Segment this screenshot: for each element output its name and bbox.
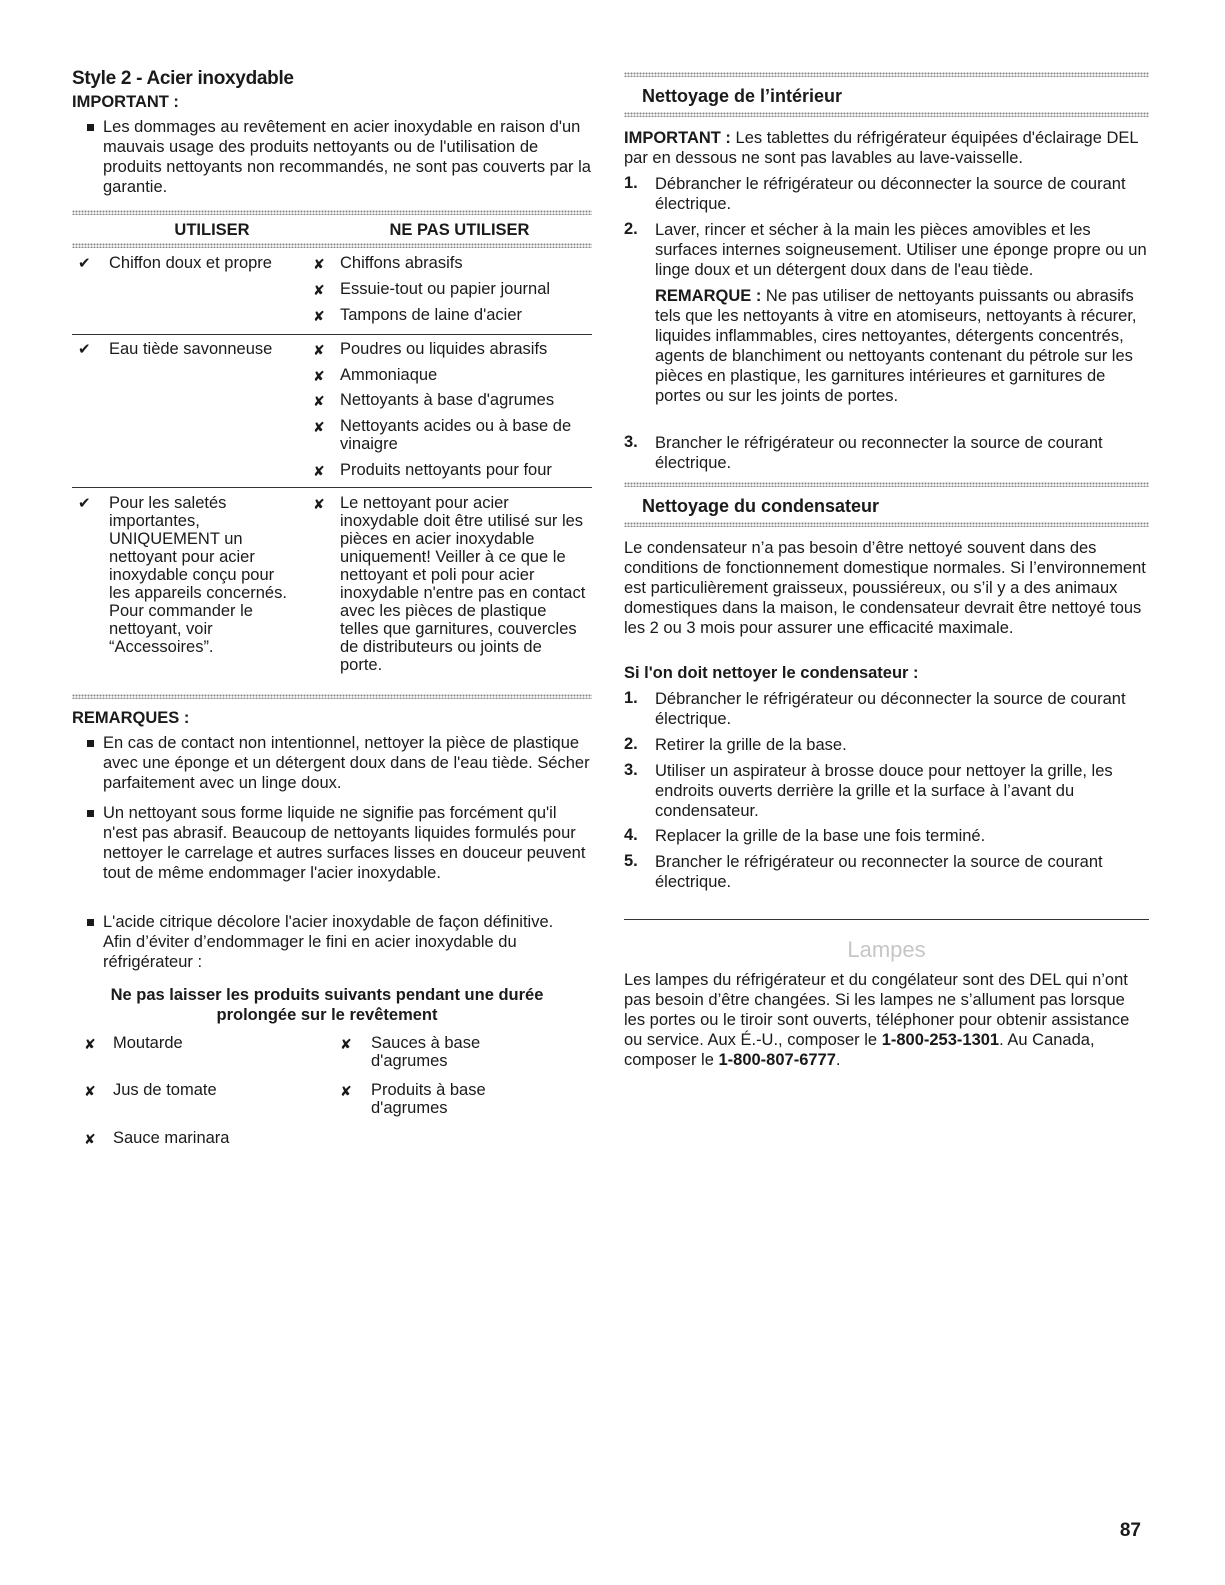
table-header-dont: NE PAS UTILISER [389, 221, 530, 239]
table-rule [72, 243, 592, 248]
condenser-step: Utiliser un aspirateur à brosse douce pour nettoyer la grille, les endroits ouverts derrière la grille et la surface à l’avant du condensateur. [655, 762, 1113, 820]
step-number: 3. [624, 433, 638, 451]
step-number: 3. [624, 761, 638, 779]
avoid-item: Produits à base d'agrumes [371, 1081, 486, 1117]
phone-canada: 1-800-807-6777 [718, 1051, 836, 1069]
interior-step: Débrancher le réfrigérateur ou déconnecter la source de courant électrique. [655, 175, 1126, 213]
table-cell-dont: Tampons de laine d'acier [340, 306, 523, 324]
interior-step: Laver, rincer et sécher à la main les pièces amovibles et les surfaces internes soigneusement. Utiliser une éponge propre ou un linge doux et un détergent doux dans de l'eau tiède. [655, 221, 1147, 279]
step-number: 1. [624, 174, 638, 192]
cross-icon: ✘ [313, 256, 325, 272]
step-number: 4. [624, 826, 638, 844]
section-rule [624, 482, 1149, 487]
cross-icon: ✘ [84, 1036, 96, 1052]
page-number: 87 [1119, 1520, 1141, 1541]
remarque-item: Un nettoyant sous forme liquide ne signifie pas forcément qu'il n'est pas abrasif. Beaucoup de nettoyants liquides formulés pour nettoyer le carrelage et autres surfaces lisses en douceur peuvent tout de même endommager l'acier inoxydable. [72, 803, 592, 907]
table-cell-use: Chiffon doux et propre [109, 254, 272, 272]
bullet-square [87, 740, 94, 747]
condenser-step: Débrancher le réfrigérateur ou déconnecter la source de courant électrique. [655, 690, 1126, 728]
interior-important: IMPORTANT : Les tablettes du réfrigérateur équipées d'éclairage DEL par en dessous ne sont pas lavables au lave-vaisselle. [624, 129, 1138, 167]
important-label: IMPORTANT : [72, 93, 179, 111]
bullet-square [87, 124, 94, 131]
check-icon: ✔ [78, 495, 91, 512]
section-rule [624, 72, 1149, 77]
step-number: 1. [624, 689, 638, 707]
check-icon: ✔ [78, 341, 91, 358]
step-number: 2. [624, 735, 638, 753]
cross-icon: ✘ [313, 496, 325, 512]
avoid-item: Moutarde [113, 1034, 183, 1052]
table-rule [72, 210, 592, 215]
condenser-heading: Nettoyage du condensateur [642, 496, 880, 516]
interior-heading: Nettoyage de l’intérieur [642, 86, 843, 106]
table-cell-dont: Ammoniaque [340, 366, 438, 384]
step-number: 2. [624, 220, 638, 238]
table-cell-use: Eau tiède savonneuse [109, 340, 273, 358]
remarque-item: En cas de contact non intentionnel, nettoyer la pièce de plastique avec une éponge et un détergent doux dans de l'eau tiède. Sécher parfaitement avec un linge doux. [72, 733, 592, 795]
cleaning-table [72, 210, 592, 700]
table-cell-dont: Nettoyants acides ou à base de vinaigre [340, 417, 572, 453]
avoid-item: Sauce marinara [113, 1129, 230, 1147]
bullet-square [87, 919, 94, 926]
table-cell-dont: Poudres ou liquides abrasifs [340, 340, 548, 358]
remarques-label: REMARQUES : [72, 709, 190, 727]
cross-icon: ✘ [84, 1131, 96, 1147]
phone-us: 1-800-253-1301 [881, 1031, 1000, 1049]
cross-icon: ✘ [313, 282, 325, 298]
lamps-heading: Lampes [847, 937, 926, 962]
lamps-text: Les lampes du réfrigérateur et du congélateur sont des DEL qui n’ont pas besoin d’être changées. Si les lampes ne s’allument pas lorsque les portes ou le tiroir sont ouverts, téléphoner pour obtenir assistance ou service. Aux É.-U., composer le 1-800-253-1301. Au Canada, composer le 1-800-807-6777. [624, 971, 1130, 1069]
table-cell-dont: Le nettoyant pour acier inoxydable doit être utilisé sur les pièces en acier inoxydable uniquement! Veiller à ce que le nettoyant et poli pour acier inoxydable n'entre pas en contact avec les pièces de plastique telles que garnitures, couvercles de distributeurs ou joints de porte. [340, 494, 586, 674]
cross-icon: ✘ [313, 419, 325, 435]
condenser-step: Brancher le réfrigérateur ou reconnecter la source de courant électrique. [655, 853, 1103, 891]
condenser-subheading: Si l'on doit nettoyer le condensateur : [624, 664, 919, 682]
remarque-item: L'acide citrique décolore l'acier inoxydable de façon définitive. Afin d’éviter d’endommager le fini en acier inoxydable du réfrigérateur : [72, 912, 592, 974]
table-cell-dont: Essuie-tout ou papier journal [340, 280, 551, 298]
cross-icon: ✘ [313, 342, 325, 358]
condenser-intro: Le condensateur n’a pas besoin d’être nettoyé souvent dans des conditions de fonctionnement domestique normales. Si l’environnement est particulièrement graisseux, poussiéreux, ou s’il y a des animaux domestiques dans la maison, le condensateur devrait être nettoyé tous les 2 ou 3 mois pour assurer une efficacité maximale. [624, 539, 1146, 637]
cross-icon: ✘ [313, 368, 325, 384]
note-label: REMARQUE : [655, 287, 762, 305]
cross-icon: ✘ [340, 1083, 352, 1099]
important-bullet: Les dommages au revêtement en acier inoxydable en raison d'un mauvais usage des produits nettoyants ou de l'utilisation de produits nettoyants non recommandés, ne sont pas couverts par la garantie. [72, 117, 592, 199]
table-header-use: UTILISER [174, 221, 250, 239]
condenser-step: Retirer la grille de la base. [655, 736, 847, 754]
cross-icon: ✘ [84, 1083, 96, 1099]
table-cell-use: Pour les saletés importantes, UNIQUEMENT un nettoyant pour acier inoxydable conçu pour les appareils concernés. Pour commander le nettoyant, voir “Accessoires”. [109, 494, 287, 656]
step-number: 5. [624, 852, 638, 870]
cross-icon: ✘ [313, 463, 325, 479]
table-cell-dont: Produits nettoyants pour four [340, 461, 552, 479]
section-divider [624, 919, 1149, 920]
section-rule [624, 112, 1149, 117]
table-cell-dont: Nettoyants à base d'agrumes [340, 391, 555, 409]
important-label: IMPORTANT : [624, 129, 731, 147]
section-rule [624, 522, 1149, 527]
avoid-item: Sauces à base d'agrumes [371, 1034, 481, 1070]
cross-icon: ✘ [313, 393, 325, 409]
table-rule [72, 694, 592, 699]
check-icon: ✔ [78, 255, 91, 272]
bullet-square [87, 810, 94, 817]
table-cell-dont: Chiffons abrasifs [340, 254, 463, 272]
interior-step: Brancher le réfrigérateur ou reconnecter la source de courant électrique. [655, 434, 1103, 472]
interior-note: REMARQUE : Ne pas utiliser de nettoyants puissants ou abrasifs tels que les nettoyants à vitre en atomiseurs, nettoyants à récurer, liquides inflammables, cires nettoyantes, détergents concentrés, agents de blanchiment ou nettoyants contenant du pétrole sur les pièces en plastique, les garnitures intérieures et garnitures de portes ou sur les joints de portes. [655, 287, 1137, 405]
cross-icon: ✘ [313, 308, 325, 324]
avoid-item: Jus de tomate [113, 1081, 217, 1099]
table-row-divider [72, 334, 592, 335]
table-row-divider [72, 487, 592, 488]
condenser-step: Replacer la grille de la base une fois terminé. [655, 827, 986, 845]
avoid-heading: Ne pas laisser les produits suivants pendant une durée prolongée sur le revêtement [110, 986, 544, 1024]
section-title: Style 2 - Acier inoxydable [72, 68, 294, 89]
cross-icon: ✘ [340, 1036, 352, 1052]
